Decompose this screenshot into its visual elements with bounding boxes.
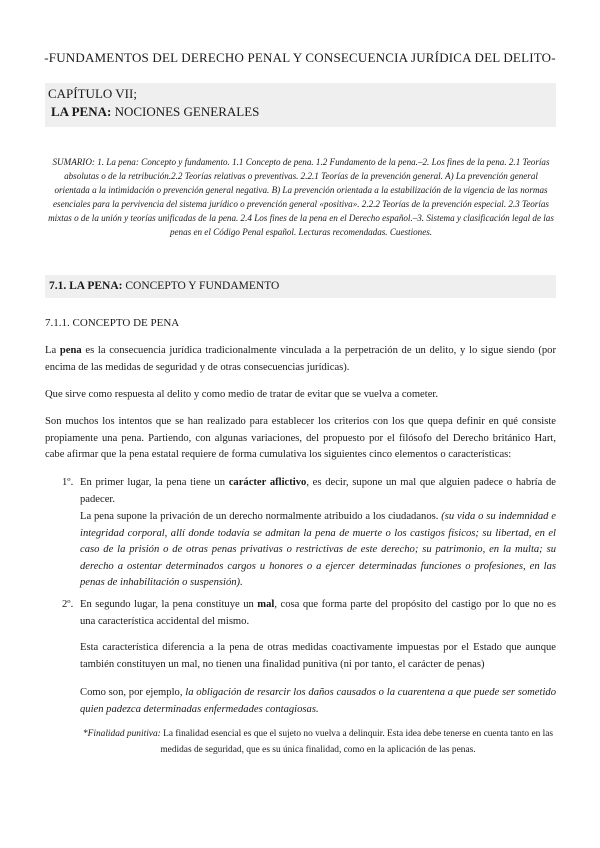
footnote-text: La finalidad esencial es que el sujeto no vuelva a delinquir. Esta idea debe tenerse en cuenta tanto en las medidas de seguridad, que es su única finalidad, como en la aplicación de las penas. [160,729,554,755]
section-title-bold: 7.1. LA PENA: [49,280,123,292]
subsection-title: 7.1.1. CONCEPTO DE PENA [45,317,180,329]
chapter-title-bold: LA PENA: [51,104,112,119]
item-1-number: 1º. [62,477,74,488]
chapter-summary: SUMARIO: 1. La pena: Concepto y fundamento. 1.1 Concepto de pena. 1.2 Fundamento de la pena.–2. Los fines de la pena. 2.1 Teorías absolutas o de la retribución.2.2 Teorías relativas o preventivas. 2.2.1 Teorías de la prevención general. A) La prevención general orientada a la intimidación o prevención general negativa. B) La prevención orientada a la estabilización de la vigencia de las normas esenciales para la pervivencia del sistema jurídico o prevención general «positiva». 2.2.2 Teorías de la prevención especial. 2.3 Teorías mixtas o de la unión y teorías unificadas de la pena. 2.4 Los fines de la pena en el Derecho español.–3. Sistema y clasificación legal de las penas en el Código Penal español. Lecturas recomendadas. Cuestiones. [48,157,554,238]
item-1-explanation [80,509,556,592]
i1-post: , es decir, supone un mal que alguien padece o habría de padecer. [80,477,556,505]
paragraph-purpose: Que sirve como respuesta al delito y como medio de tratar de evitar que se vuelva a cometer. [45,389,438,400]
chapter-heading-box [45,83,556,127]
i1-p2-pre: La pena supone la privación de un derecho normalmente atribuido a los ciudadanos. [80,511,442,522]
item-1-text [80,475,556,508]
p1-pre: La [45,345,60,356]
chapter-title-rest: NOCIONES GENERALES [111,104,260,119]
p1-bold: pena [59,345,82,356]
section-heading-box [45,275,556,298]
item-2-explanation: Esta característica diferencia a la pena de otras medidas coactivamente impuestas por el Estado que aunque también constituyen un mal, no tienen una finalidad punitiva (ni por tanto, el carácter de penas) [80,642,556,670]
i2-post: , cosa que forma parte del propósito del castigo por lo que no es una característica accidental del mismo. [80,599,556,627]
i2-p3-ital: la obligación de resarcir los daños causados o la cuarentena a que puede ser sometido quien padezca determinadas enfermedades contagiosas. [80,687,556,715]
i2-p3-pre: Como son, por ejemplo, [80,687,186,698]
p1-post: es la consecuencia jurídica tradicionalmente vinculada a la perpetración de un delito, y lo sigue siendo (por encima de las medidas de seguridad y de otras consecuencias jurídicas). [45,345,556,373]
i2-pre: En segundo lugar, la pena constituye un [80,599,258,610]
footnote [80,726,556,758]
section-title [49,280,279,292]
section-title-rest: CONCEPTO Y FUNDAMENTO [122,280,280,292]
i1-pre: En primer lugar, la pena tiene un [80,477,229,488]
item-2-text [80,597,556,630]
chapter-number: CAPÍTULO VII; [48,86,137,101]
item-2-number: 2º. [62,599,74,610]
footnote-label: *Finalidad punitiva: [82,729,161,739]
i1-p2-ital: (su vida o su indemnidad e integridad corporal, allí donde todavía se admitan la pena de muerte o los castigos físicos; su libertad, en el caso de la prisión o de otras penas privativas o restrictivas de este derecho; su patrimonio, en la multa; su derecho a ostentar determinados cargos u honores o a ejercer determinadas funciones o profesiones, en las penas de inhabilitación o suspensión). [80,511,557,588]
paragraph-criteria: Son muchos los intentos que se han realizado para establecer los criterios con los que quepa definir en qué consiste propiamente una pena. Partiendo, con algunas variaciones, del propuesto por el filósofo del Derecho británico Hart, cabe afirmar que la pena estatal requiere de forma cumulativa los siguientes cinco elementos o características: [45,416,556,460]
item-2-example [80,685,556,718]
document-title: -FUNDAMENTOS DEL DERECHO PENAL Y CONSECUENCIA JURÍDICA DEL DELITO- [44,50,556,65]
paragraph-definition [45,343,556,376]
chapter-title [51,104,259,120]
i1-bold: carácter aflictivo [228,477,307,488]
i2-bold: mal [257,599,275,610]
